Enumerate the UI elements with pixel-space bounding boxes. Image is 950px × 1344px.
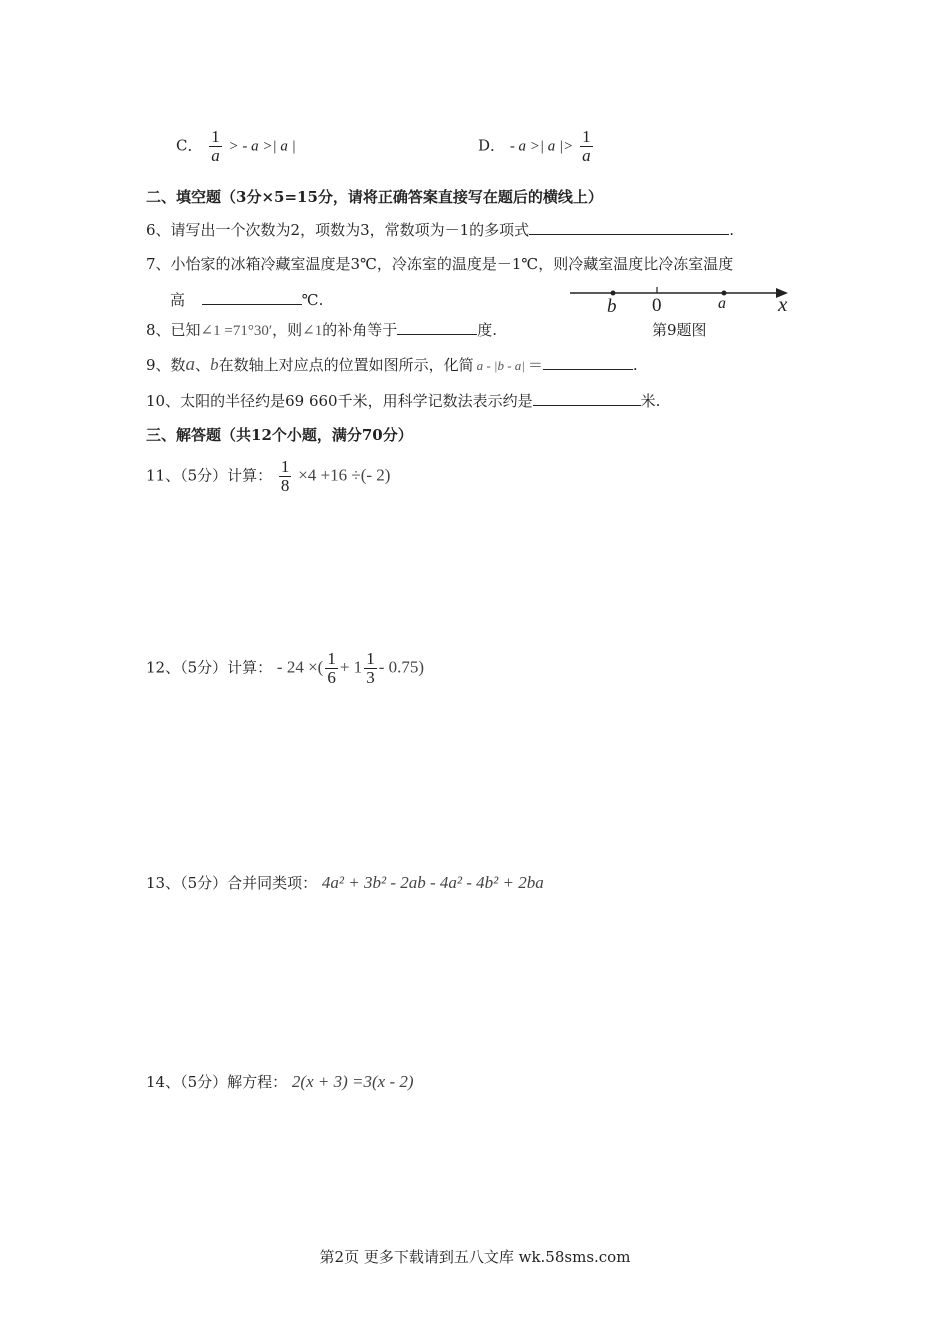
option-c — [176, 128, 296, 165]
number-line-figure — [566, 280, 796, 320]
point-a-label: a — [718, 295, 726, 312]
option-d-fraction: $\frac{1}{a}$ — [582, 127, 591, 165]
option-d — [478, 128, 595, 165]
point-0-label: 0 — [652, 295, 662, 316]
axis-x-label: x — [778, 292, 788, 316]
question-10: 10、太阳的半径约是69 660千米，用科学记数法表示约是 米. — [146, 392, 661, 410]
variable-b: b — [210, 355, 219, 374]
question-13: 13、（5分）合并同类项： 4a² + 3b² - 2ab - 4a² - 4b² + 2ba — [146, 873, 544, 892]
question-9: 9、数a、b在数轴上对应点的位置如图所示，化简 a - |b - a| ＝ . — [146, 354, 638, 375]
question-11-expression: ×4 +16 ÷(- 2) — [298, 465, 391, 485]
angle-expression: ∠1 =71°30′ — [200, 323, 273, 339]
fraction-one-sixth: $\frac{1}{6}$ — [327, 649, 336, 687]
page-footer: 第2页 更多下载请到五八文库 wk.58sms.com — [319, 1248, 631, 1266]
question-6-text: 6、请写出一个次数为2，项数为3，常数项为－1的多项式 — [146, 221, 530, 239]
fraction-one-eighth: $\frac{1}{8}$ — [280, 457, 290, 495]
answer-blank-8[interactable] — [397, 320, 477, 335]
option-d-label: D． — [478, 136, 506, 155]
answer-blank-10[interactable] — [533, 391, 641, 406]
option-d-expression: - a >| a |> — [509, 138, 574, 155]
angle-1: ∠1 — [302, 323, 323, 339]
question-14-equation: 2(x + 3) =3(x - 2) — [291, 1072, 414, 1091]
option-c-fraction: $\frac{1}{a}$ — [211, 127, 220, 165]
point-b-label: b — [607, 296, 617, 317]
figure-caption: 第9题图 — [652, 321, 707, 339]
point-b-dot — [611, 291, 616, 296]
question-12: 12、（5分）计算： - 24 ×( $\frac{1}{6}$ + 1 $\frac{1}{3}$ - 0.75) — [146, 649, 425, 687]
section2-heading: 二、填空题（3分×5=15分，请将正确答案直接写在题后的横线上） — [146, 188, 603, 206]
simplify-expression: a - |b - a| — [476, 358, 525, 373]
option-c-label: C． — [176, 136, 203, 155]
option-c-expression: > - a >| a | — [228, 138, 296, 155]
section3-heading: 三、解答题（共12个小题，满分70分） — [146, 426, 413, 444]
variable-a: a — [185, 354, 196, 375]
question-6: 6、请写出一个次数为2，项数为3，常数项为－1的多项式 . — [146, 221, 734, 239]
question-11: 11、（5分）计算： $\frac{1}{8}$ ×4 +16 ÷(- 2) — [146, 457, 391, 495]
answer-blank-9[interactable] — [543, 355, 633, 370]
question-13-expression: 4a² + 3b² - 2ab - 4a² - 4b² + 2ba — [321, 873, 544, 892]
question-7-text: 7、小怡家的冰箱冷藏室温度是3℃，冷冻室的温度是－1℃，则冷藏室温度比冷冻室温度 — [146, 255, 734, 273]
answer-blank-7[interactable] — [202, 290, 302, 305]
question-8: 8、已知∠1 =71°30′，则∠1的补角等于 度. — [146, 321, 497, 339]
answer-blank-6[interactable] — [529, 220, 729, 235]
question-7-line2: 高 ℃. — [170, 291, 324, 309]
fraction-one-third: $\frac{1}{3}$ — [366, 649, 375, 687]
question-14: 14、（5分）解方程： 2(x + 3) =3(x - 2) — [146, 1072, 414, 1091]
